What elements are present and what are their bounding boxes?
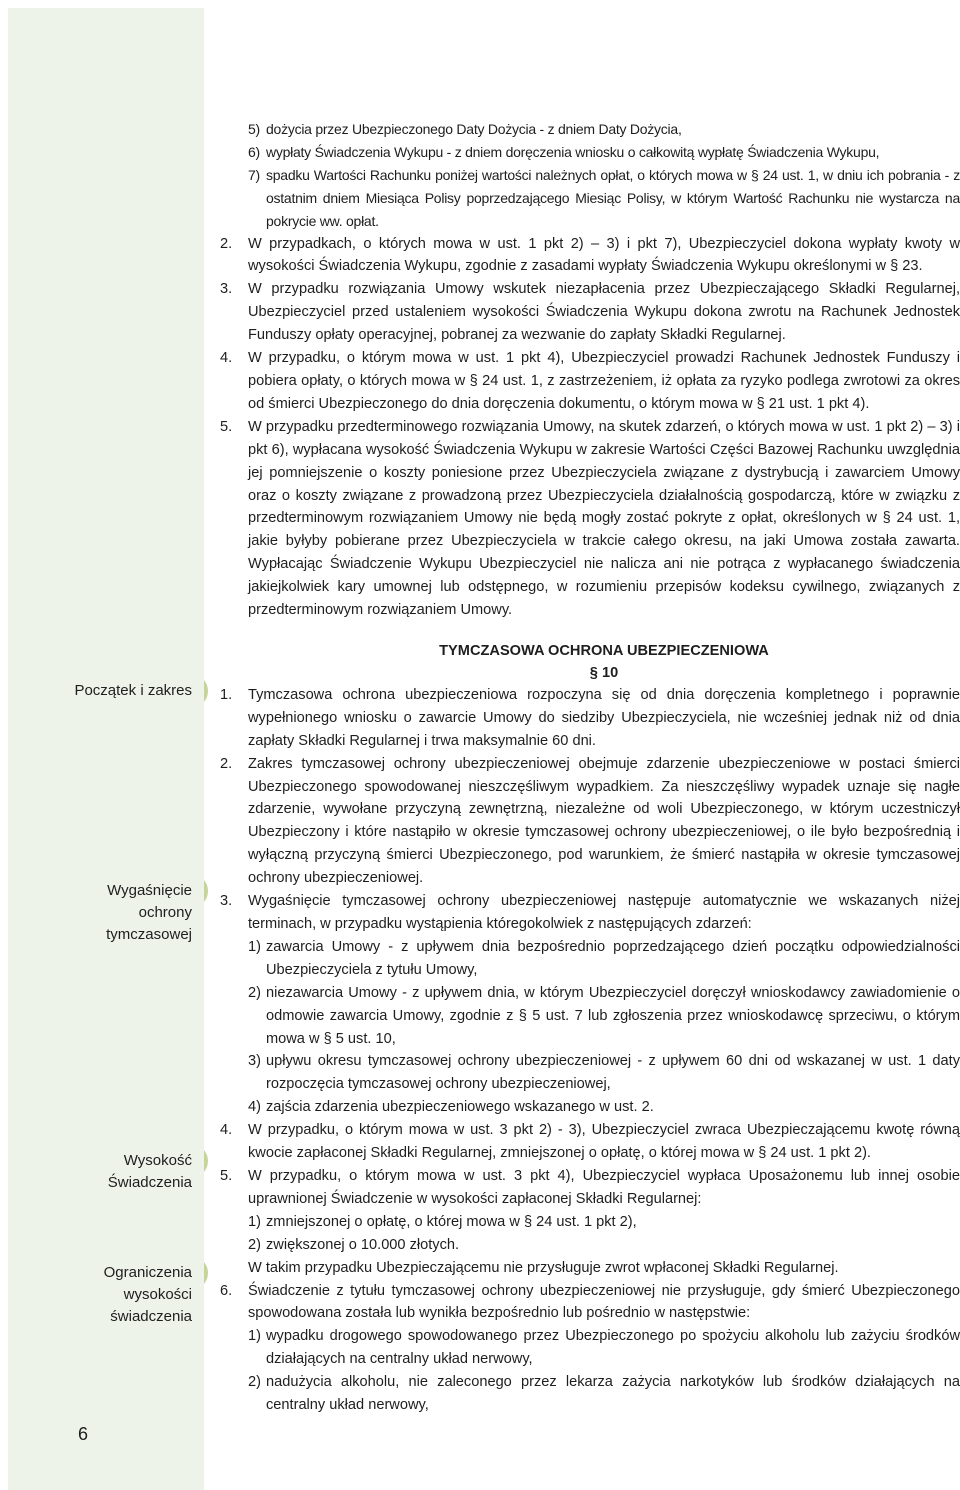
spacer (220, 622, 960, 640)
list-item: 1) zmniejszonej o opłatę, o której mowa w § 24 ust. 1 pkt 2), (248, 1213, 637, 1230)
list-item: 5) dożycia przez Ubezpieczonego Daty Dożycia - z dniem Daty Dożycia, (248, 121, 682, 137)
list-item: 6) wypłaty Świadczenia Wykupu - z dniem doręczenia wniosku o całkowitą wypłatę Świadczenia Wykupu, (248, 143, 880, 160)
numbered-point: 3. Wygaśnięcie tymczasowej ochrony ubezpieczeniowej następuje automatycznie we wskazanych niżej terminach, w przypadku wystąpienia któregokolwiek z następujących zdarzeń: (220, 893, 960, 932)
list-item: 2) nadużycia alkoholu, nie zaleconego przez lekarza zażycia narkotyków lub środków działających na centralny układ nerwowy, (248, 1374, 960, 1414)
numbered-point: 2. Zakres tymczasowej ochrony ubezpieczeniowej obejmuje zdarzenie ubezpieczeniowe w postaci śmierci Ubezpieczonego spowodowanej nieszczęśliwym wypadkiem. Za nieszczęśliwy wypadek uznaje się nagłe zdarzenie, wywołane przyczyną zewnętrzną, niezależne od woli Ubezpieczonego, w którym uczestniczył Ubezpieczony i które nastąpiło w okresie tymczasowej ochrony ubezpieczeniowej, o ile było bezpośrednią i wyłączną przyczyną śmierci Ubezpieczonego, pod warunkiem, że śmierć nastąpiła w okresie tymczasowej ochrony ubezpieczeniowej. (220, 755, 960, 887)
page-number: 6 (78, 1424, 89, 1444)
numbered-point: 5. W przypadku przedterminowego rozwiązania Umowy, na skutek zdarzeń, o których mowa w ust. 1 pkt 2) – 3) i pkt 6), wypłacana wysokość Świadczenia Wykupu w zakresie Wartości Części Bazowej Rachunku uwzględnia jej pomniejszenie o koszty poniesione przez Ubezpieczyciela związane z dystrybucją i zawarciem Umowy oraz o koszty związane z prowadzoną przez Ubezpieczyciela działalnością gospodarczą, które w związku z przedterminowym rozwiązaniem Umowy nie będą mogły zostać pokryte z opłat, określonych w § 24 ust. 1, jakie byłyby pobierane przez Ubezpieczyciela w trakcie całego okresu, na jaki Umowa została zawarta. Wypłacając Świadczenie Wykupu Ubezpieczyciel nie nalicza ani nie potrąca z wypłacanego świadczenia jakiejkolwiek kary umownej lub odstępnego, w rozumieniu przepisów kodeksu cywilnego, związanych z przedterminowym rozwiązaniem Umowy. (220, 418, 960, 619)
section-title: TYMCZASOWA OCHRONA UBEZPIECZENIOWA (439, 642, 769, 659)
point-note: W takim przypadku Ubezpieczającemu nie przysługuje zwrot wpłaconej Składki Regularnej. (248, 1259, 839, 1276)
list-item: 4) zajścia zdarzenia ubezpieczeniowego wskazanego w ust. 2. (248, 1099, 654, 1116)
sidebar-label-start-scope: Początek i zakres (0, 680, 192, 702)
numbered-point: 1. Tymczasowa ochrona ubezpieczeniowa rozpoczyna się od dnia doręczenia kompletnego i poprawnie wypełnionego wniosku o zawarcie Umowy do siedziby Ubezpieczyciela, nie wcześniej jednak niż od dnia zapłaty Składki Regularnej i trwa maksymalnie 60 dni. (220, 686, 960, 749)
numbered-point: 6. Świadczenie z tytułu tymczasowej ochrony ubezpieczeniowej nie przysługuje, gdy śmierć Ubezpieczonego spowodowana została lub wynikła bezpośrednio lub pośrednio w następstwie: (220, 1282, 960, 1322)
list-item: 1) zawarcia Umowy - z upływem dnia bezpośrednio poprzedzającego dzień początku odpowiedzialności Ubezpieczyciela z tytułu Umowy, (248, 938, 960, 978)
list-item: 3) upływu okresu tymczasowej ochrony ubezpieczeniowej - z upływem 60 dni od wskazanej w ust. 1 daty rozpoczęcia tymczasowej ochrony ubezpieczeniowej, (248, 1053, 960, 1093)
list-item: 2) zwiększonej o 10.000 złotych. (248, 1236, 460, 1253)
numbered-point: 4. W przypadku, o którym mowa w ust. 3 pkt 2) - 3), Ubezpieczyciel zwraca Ubezpieczającemu kwotę równą kwocie zapłaconej Składki Regularnej, zmniejszonej o opłatę, o której mowa w § 24 ust. 1 pkt 2). (220, 1122, 960, 1162)
list-item: 7) spadku Wartości Rachunku poniżej wartości należnych opłat, o których mowa w § 24 ust. 1, w dniu ich pobrania - z ostatnim dniem Miesiąca Polisy poprzedzającego Miesiąc Polisy, w którym Wartość Rachunku nie wystarcza na pokrycie ww. opłat. (248, 166, 960, 229)
numbered-point: 3. W przypadku rozwiązania Umowy wskutek niezapłacenia przez Ubezpieczającego Składki Regularnej, Ubezpieczyciel przed ustaleniem wysokości Świadczenia Wykupu dokona zwrotu na Rachunek Jednostek Funduszy opłaty operacyjnej, pobranej za wezwanie do zapłaty Składki Regularnej. (220, 281, 960, 344)
numbered-point: 4. W przypadku, o którym mowa w ust. 1 pkt 4), Ubezpieczyciel prowadzi Rachunek Jednostek Funduszy i pobiera opłaty, o których mowa w § 24 ust. 1, z zastrzeżeniem, iż opłata za ryzyko podlega zwrotowi za okres od śmierci Ubezpieczonego do dnia doręczenia dokumentu, o którym mowa w § 21 ust. 1 pkt 4). (220, 350, 960, 412)
sidebar-label-limits: Ograniczenia wysokości świadczenia (0, 1262, 192, 1328)
document-body (220, 118, 960, 1417)
section-paragraph-number: § 10 (589, 664, 619, 681)
sidebar-label-amount: Wysokość Świadczenia (0, 1150, 192, 1194)
numbered-point: 2. W przypadkach, o których mowa w ust. 1 pkt 2) – 3) i pkt 7), Ubezpieczyciel dokona wypłaty kwoty w wysokości Świadczenia Wykupu, zgodnie z zasadami wypłaty Świadczenia Wykupu określonymi w § 23. (220, 235, 960, 275)
numbered-point: 5. W przypadku, o którym mowa w ust. 3 pkt 4), Ubezpieczyciel wypłaca Uposażonemu lub innej osobie uprawnionej Świadczenie w wysokości zapłaconej Składki Regularnej: (220, 1167, 960, 1207)
list-item: 1) wypadku drogowego spowodowanego przez Ubezpieczonego po spożyciu alkoholu lub zażyciu środków działających na centralny układ nerwowy, (248, 1328, 960, 1368)
sidebar-label-expiry: Wygaśnięcie ochrony tymczasowej (0, 880, 192, 946)
list-item: 2) niezawarcia Umowy - z upływem dnia, w którym Ubezpieczyciel doręczył wnioskodawcy zawiadomienie o odmowie zawarcia Umowy, zgodnie z § 5 ust. 7 lub zgłoszenia przez wnioskodawcę sprzeciwu, o którym mowa w § 5 ust. 10, (248, 984, 960, 1047)
